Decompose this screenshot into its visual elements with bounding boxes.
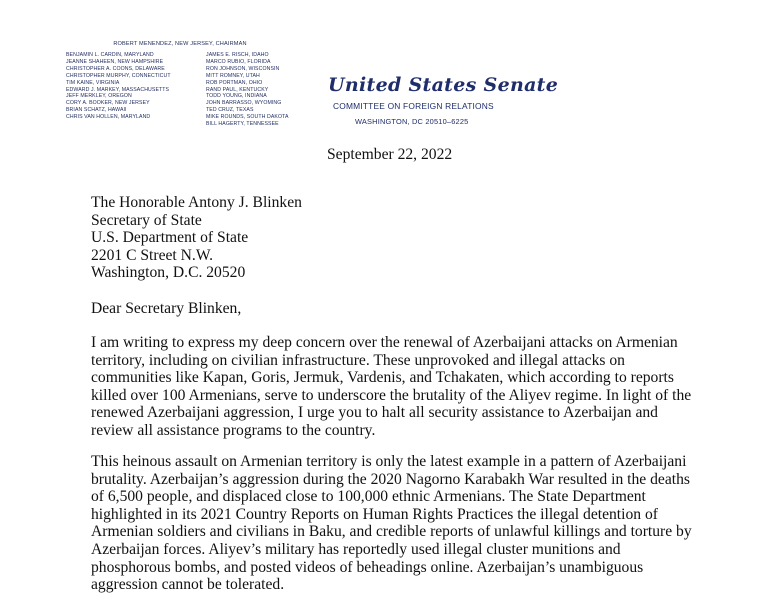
recipient-department: U.S. Department of State xyxy=(91,229,249,247)
paragraph-line: Armenian soldiers and civilians in Baku, and credible reports of unlawful killings and torture by xyxy=(91,523,692,541)
paragraph-line: communities like Kapan, Goris, Jermuk, Vardenis, and Tchakaten, which according to reports xyxy=(91,369,674,387)
recipient-title: Secretary of State xyxy=(91,211,202,229)
member-name: JAMES E. RISCH, IDAHO xyxy=(206,52,269,58)
member-name: CORY A. BOOKER, NEW JERSEY xyxy=(66,100,150,107)
paragraph-line: phosphorous bombs, and posted videos of beheadings online. Azerbaijan’s unambiguous xyxy=(91,558,644,576)
paragraph-line: Azerbaijan forces. Aliyev’s military has reportedly used illegal cluster munitions and xyxy=(91,540,621,558)
recipient-city: Washington, D.C. 20520 xyxy=(91,264,246,282)
paragraph-line: I am writing to express my deep concern over the renewal of Azerbaijani attacks on Armenian xyxy=(91,334,678,351)
paragraph-line: killed over 100 Armenians, serve to underscore the brutality of the Aliyev regime. In light of the xyxy=(91,386,692,404)
chairman-line: ROBERT MENENDEZ, NEW JERSEY, CHAIRMAN xyxy=(113,41,247,47)
member-name: ROB PORTMAN, OHIO xyxy=(206,79,263,86)
member-name: CHRISTOPHER MURPHY, CONNECTICUT xyxy=(66,72,171,79)
paragraph-line: review all assistance programs to the country. xyxy=(91,421,376,439)
member-name: TODD YOUNG, INDIANA xyxy=(206,93,267,100)
paragraph-line: aggression cannot be tolerated. xyxy=(91,576,285,594)
member-name: MITT ROMNEY, UTAH xyxy=(206,72,260,79)
majority-members-list xyxy=(66,52,171,121)
paragraph-line: highlighted in its 2021 Country Reports on Human Rights Practices the illegal detention of xyxy=(91,505,658,523)
member-name: JOHN BARRASSO, WYOMING xyxy=(206,100,282,107)
committee-address: WASHINGTON, DC 20510–6225 xyxy=(355,117,469,126)
body-paragraph-1 xyxy=(91,334,711,440)
member-name: TIM KAINE, VIRGINIA xyxy=(66,79,120,86)
member-name: BRIAN SCHATZ, HAWAII xyxy=(66,107,127,114)
body-paragraph-2 xyxy=(91,453,711,594)
member-name: JEANNE SHAHEEN, NEW HAMPSHIRE xyxy=(66,58,164,65)
member-name: TED CRUZ, TEXAS xyxy=(206,107,254,114)
member-name: CHRISTOPHER A. COONS, DELAWARE xyxy=(66,65,165,72)
paragraph-line: of 6,500 people, and displaced close to 100,000 ethnic Armenians. The State Department xyxy=(91,488,646,506)
paragraph-line: territory, including on civilian infrastructure. These unprovoked and illegal attacks on xyxy=(91,351,625,369)
salutation: Dear Secretary Blinken, xyxy=(91,300,242,317)
recipient-name: The Honorable Antony J. Blinken xyxy=(91,194,302,211)
member-name: BILL HAGERTY, TENNESSEE xyxy=(206,121,279,128)
recipient-block xyxy=(91,194,302,282)
member-name: CHRIS VAN HOLLEN, MARYLAND xyxy=(66,114,151,121)
paragraph-line: This heinous assault on Armenian territory is only the latest example in a pattern of Azerbaijani xyxy=(91,453,687,470)
member-name: MIKE ROUNDS, SOUTH DAKOTA xyxy=(206,114,289,121)
paragraph-line: brutality. Azerbaijan’s aggression during the 2020 Nagorno Karabakh War resulted in the deaths xyxy=(91,470,690,488)
committee-name: COMMITTEE ON FOREIGN RELATIONS xyxy=(333,101,494,111)
member-name: BENJAMIN L. CARDIN, MARYLAND xyxy=(66,52,154,58)
recipient-street: 2201 C Street N.W. xyxy=(91,246,214,264)
letter-date: September 22, 2022 xyxy=(327,146,453,163)
member-name: JEFF MERKLEY, OREGON xyxy=(66,93,132,100)
paragraph-line: renewed Azerbaijani aggression, I urge you to halt all security assistance to Azerbaijan and xyxy=(91,404,658,422)
member-name: EDWARD J. MARKEY, MASSACHUSETTS xyxy=(66,86,170,93)
member-name: RAND PAUL, KENTUCKY xyxy=(206,86,269,93)
senate-wordmark: United States Senate xyxy=(328,74,559,96)
member-name: MARCO RUBIO, FLORIDA xyxy=(206,58,271,65)
minority-members-list xyxy=(206,52,289,128)
member-name: RON JOHNSON, WISCONSIN xyxy=(206,65,280,72)
